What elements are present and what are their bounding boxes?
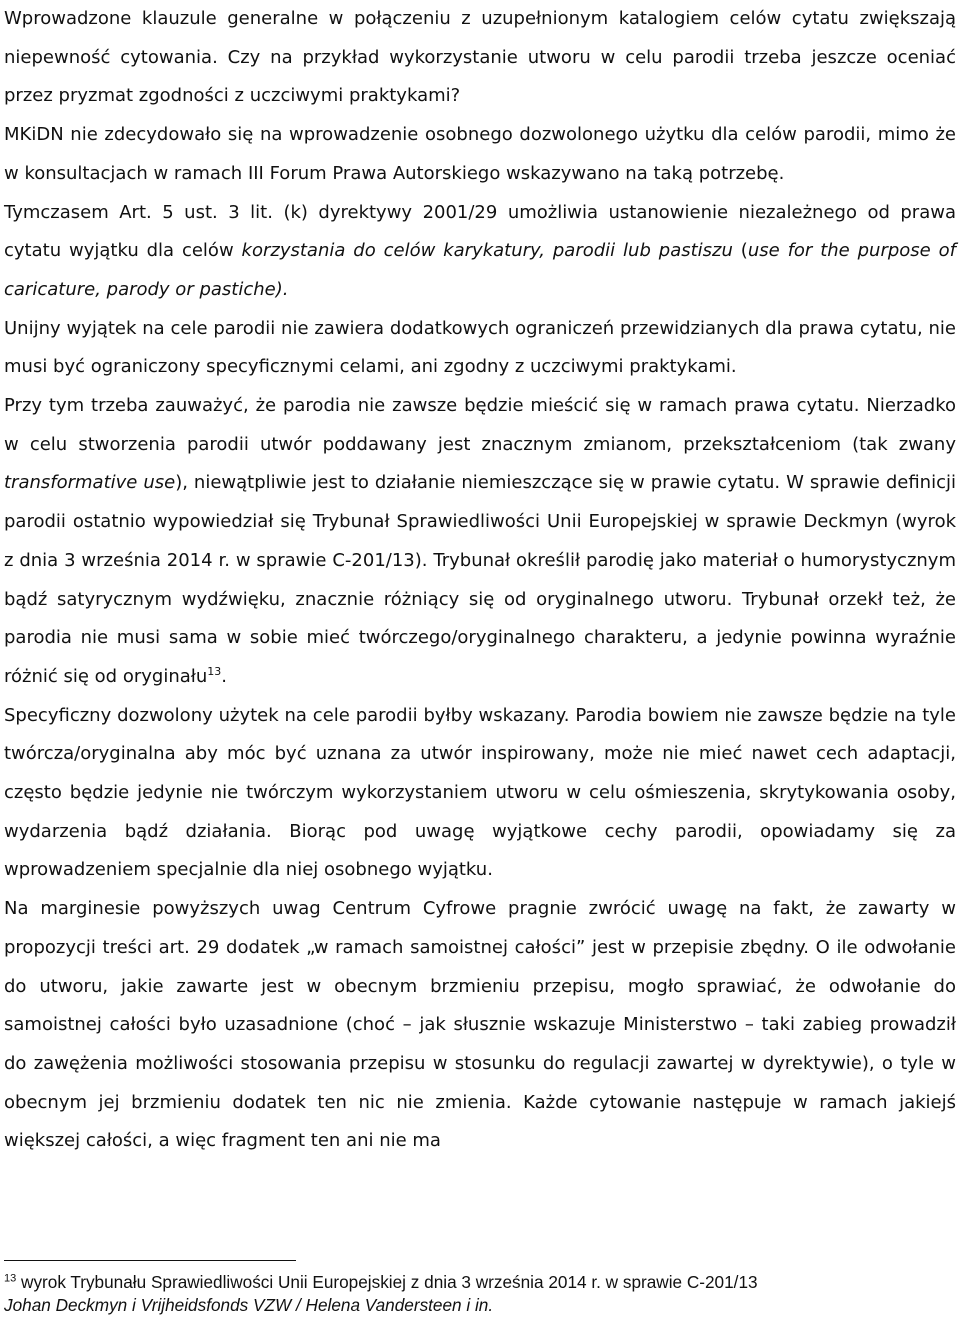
paragraph-text: ( [732, 240, 748, 262]
document-body [4, 0, 956, 1161]
paragraph-text: . [221, 665, 228, 687]
paragraph-text: Przy tym trzeba zauważyć, że parodia nie zawsze będzie mieścić się w ramach prawa cytatu. Nierzadko w celu stworzenia parodii utwór poddawany jest znacznym zmianom, przekształceniom (tak zwany [4, 395, 956, 455]
paragraph: MKiDN nie zdecydowało się na wprowadzenie osobnego dozwolonego użytku dla celów parodii, mimo że w konsultacjach w ramach III Forum Prawa Autorskiego wskazywano na taką potrzebę. [4, 124, 956, 184]
paragraph [4, 194, 956, 310]
footnote-reference[interactable]: 13 [207, 664, 222, 678]
footnote-number: 13 [4, 1272, 17, 1285]
paragraph: Wprowadzone klauzule generalne w połączeniu z uzupełnionym katalogiem celów cytatu zwiększają niepewność cytowania. Czy na przykład wykorzystanie utworu w celu parodii trzeba jeszcze oceniać przez pryzmat zgodności z uczciwymi praktykami? [4, 8, 956, 107]
document-page [4, 0, 956, 1320]
italic-phrase-polish: korzystania do celów karykatury, parodii lub pastiszu [241, 240, 733, 262]
footnote-line-1 [4, 1271, 956, 1294]
paragraph: Unijny wyjątek na cele parodii nie zawiera dodatkowych ograniczeń przewidzianych dla prawa cytatu, nie musi być ograniczony specyficznymi celami, ani zgodny z uczciwymi praktykami. [4, 317, 956, 378]
italic-term: transformative use [4, 472, 176, 494]
paragraph-text: Tymczasem Art. 5 ust. 3 lit. (k) dyrektywy 2001/29 umożliwia ustanowienie niezależnego od prawa cytatu wyjątku dla celów [4, 201, 956, 262]
footnote [4, 1271, 956, 1317]
paragraph [4, 387, 956, 697]
paragraph-text: ), niewątpliwie jest to działanie niemieszczące się w prawie cytatu. W sprawie definicji parodii ostatnio wypowiedział się Trybunał Sprawiedliwości Unii Europejskiej w sprawie Deckmyn (wyrok z dnia 3 września 2014 r. w sprawie C-201/13). Trybunał określił parodię jako materiał o humorystycznym bądź satyrycznym wydźwięku, znacznie różniący się od oryginalnego utworu. Trybunał orzekł też, że parodia nie musi sama w sobie mieć twórczego/oryginalnego charakteru, a jedynie powinna wyraźnie różnić się od oryginału [4, 472, 956, 687]
paragraph: Na marginesie powyższych uwag Centrum Cyfrowe pragnie zwrócić uwagę na fakt, że zawarty w propozycji treści art. 29 dodatek „w ramach samoistnej całości” jest w przepisie zbędny. O ile odwołanie do utworu, jakie zawarte jest w obecnym brzmieniu przepisu, mogło sprawiać, że odwołanie do samoistnej całości było uzasadnione (choć – jak słusznie wskazuje Ministerstwo – taki zabieg prowadził do zawężenia możliwości stosowania przepisu w stosunku do regulacji zawartej w dyrektywie), o tyle w obecnym jej brzmieniu dodatek ten nic nie zmienia. Każde cytowanie następuje w ramach jakiejś większej całości, a więc fragment ten ani nie ma [4, 898, 956, 1152]
footnote-separator [4, 1260, 296, 1261]
paragraph: Specyficzny dozwolony użytek na cele parodii byłby wskazany. Parodia bowiem nie zawsze będzie na tyle twórcza/oryginalna aby móc być uznana za utwór inspirowany, może nie mieć nawet cech adaptacji, często będzie jedynie nie twórczym wykorzystaniem utworu w celu ośmieszenia, skrytykowania osoby, wydarzenia bądź działania. Biorąc pod uwagę wyjątkowe cechy parodii, opowiadamy się za wprowadzeniem specjalnie dla niej osobnego wyjątku. [4, 704, 956, 881]
footnote-text: wyrok Trybunału Sprawiedliwości Unii Europejskiej z dnia 3 września 2014 r. w sprawie C-201/13 [21, 1272, 758, 1292]
italic-phrase-english: use for the purpose of caricature, parody or pastiche). [4, 240, 956, 300]
footnote-line-2 [4, 1294, 956, 1317]
footnote-case-name: Johan Deckmyn i Vrijheidsfonds VZW / Helena Vandersteen i in. [4, 1295, 494, 1315]
